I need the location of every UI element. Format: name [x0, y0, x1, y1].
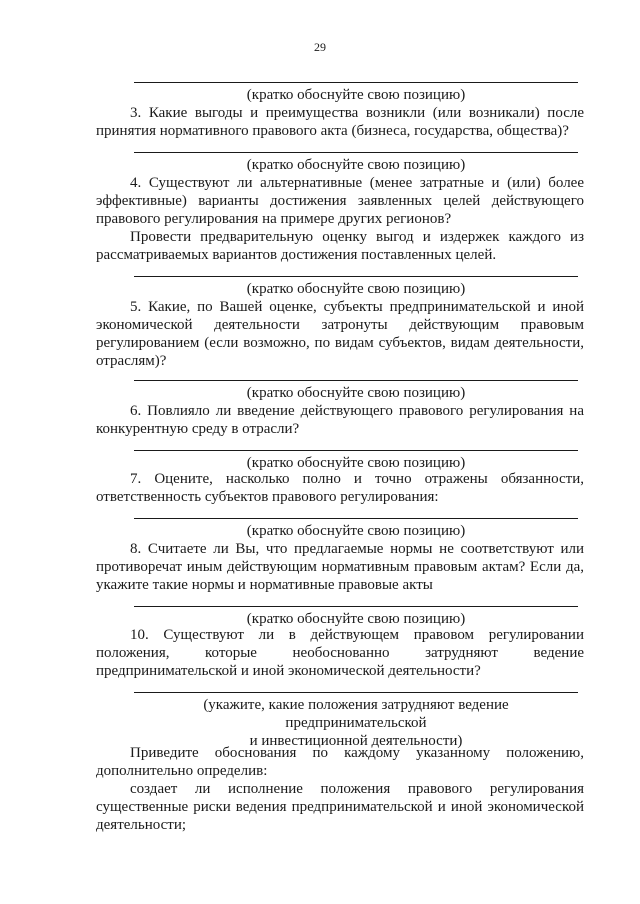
question-4	[96, 174, 584, 264]
question-10-line: 10. Существуют ли в действующем правовом регулировании	[130, 627, 584, 643]
question-10	[96, 626, 584, 680]
justification-line: Приведите обоснования по каждому указанному положению,	[130, 745, 584, 761]
question-8	[96, 540, 584, 594]
answer-line[interactable]	[134, 692, 578, 693]
question-3-line: принятия нормативного правового акта (бизнеса, государства, общества)?	[96, 123, 569, 139]
question-4-line: 4. Существуют ли альтернативные (менее затратные и (или) более	[130, 175, 584, 191]
answer-line[interactable]	[134, 606, 578, 607]
question-3-line: 3. Какие выгоды и преимущества возникли (или возникали) после	[130, 105, 584, 121]
hint-text: (кратко обоснуйте свою позицию)	[246, 455, 466, 471]
page-number: 29	[314, 40, 326, 54]
question-6	[96, 402, 584, 438]
question-6-line: 6. Повлияло ли введение действующего правового регулирования на	[130, 403, 584, 419]
question-4-line: правового регулирования на примере других регионов?	[96, 211, 452, 227]
question-10-line: предпринимательской и иной экономической деятельности?	[96, 663, 481, 679]
answer-line[interactable]	[134, 518, 578, 519]
justification-line: создает ли исполнение положения правового регулирования	[130, 781, 584, 797]
question-10-line: положения, которые необоснованно затрудняют ведение	[96, 645, 584, 661]
hint-text: (кратко обоснуйте свою позицию)	[246, 87, 466, 103]
question-5	[96, 298, 584, 370]
answer-line[interactable]	[134, 276, 578, 277]
hint-text-positions	[134, 696, 578, 750]
question-7	[96, 470, 584, 506]
question-3	[96, 104, 584, 140]
hint-text: (кратко обоснуйте свою позицию)	[246, 523, 466, 539]
justification-line: деятельности;	[96, 817, 187, 833]
hint-line: предпринимательской	[285, 715, 427, 731]
question-8-line: 8. Считаете ли Вы, что предлагаемые нормы не соответствуют или	[130, 541, 584, 557]
answer-line[interactable]	[134, 380, 578, 381]
hint-text: (кратко обоснуйте свою позицию)	[246, 281, 466, 297]
hint-text: (кратко обоснуйте свою позицию)	[246, 385, 466, 401]
answer-line[interactable]	[134, 152, 578, 153]
question-7-line: ответственность субъектов правового регулирования:	[96, 489, 439, 505]
justification-paragraph	[96, 744, 584, 834]
question-4-line: рассматриваемых вариантов достижения поставленных целей.	[96, 247, 497, 263]
hint-text: (кратко обоснуйте свою позицию)	[246, 611, 466, 627]
question-5-line: регулированием (если возможно, по видам субъектов, видам деятельности,	[96, 335, 584, 351]
question-6-line: конкурентную среду в отрасли?	[96, 421, 300, 437]
justification-line: существенные риски ведения предпринимательской и иной экономической	[96, 799, 584, 815]
question-8-line: укажите такие нормы и нормативные правовые акты	[96, 577, 433, 593]
hint-line: и инвестиционной деятельности)	[249, 733, 463, 749]
question-5-line: экономической деятельности затронуты действующим правовым	[96, 317, 584, 333]
answer-line[interactable]	[134, 82, 578, 83]
question-8-line: противоречат иным действующим нормативным правовым актам? Если да,	[96, 559, 584, 575]
hint-text: (кратко обоснуйте свою позицию)	[246, 157, 466, 173]
question-5-line: отраслям)?	[96, 353, 167, 369]
question-5-line: 5. Какие, по Вашей оценке, субъекты предпринимательской и иной	[130, 299, 584, 315]
question-4-line: эффективные) варианты достижения заявленных целей действующего	[96, 193, 584, 209]
hint-line: (укажите, какие положения затрудняют ведение	[203, 697, 509, 713]
justification-line: дополнительно определив:	[96, 763, 268, 779]
answer-line[interactable]	[134, 450, 578, 451]
question-7-line: 7. Оцените, насколько полно и точно отражены обязанности,	[130, 471, 584, 487]
question-4-line: Провести предварительную оценку выгод и издержек каждого из	[130, 229, 584, 245]
